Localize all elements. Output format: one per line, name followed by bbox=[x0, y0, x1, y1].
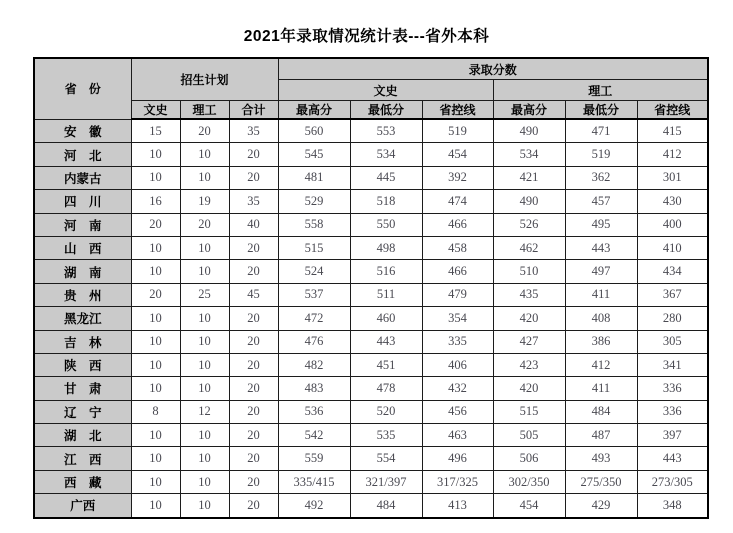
value-cell: 427 bbox=[493, 330, 565, 353]
province-cell: 山 西 bbox=[34, 236, 131, 259]
province-cell: 内蒙古 bbox=[34, 166, 131, 189]
value-cell: 20 bbox=[229, 260, 278, 283]
admissions-table bbox=[33, 57, 709, 519]
value-cell: 392 bbox=[422, 166, 493, 189]
value-cell: 445 bbox=[350, 166, 422, 189]
value-cell: 20 bbox=[229, 330, 278, 353]
value-cell: 415 bbox=[637, 119, 708, 143]
province-cell: 西 藏 bbox=[34, 470, 131, 493]
value-cell: 20 bbox=[229, 143, 278, 166]
header-plan-wenshi: 文史 bbox=[131, 101, 180, 120]
value-cell: 413 bbox=[422, 494, 493, 518]
header-score-group: 录取分数 bbox=[278, 58, 708, 80]
header-ligong-min: 最低分 bbox=[565, 101, 637, 120]
table-row bbox=[34, 119, 708, 143]
province-cell: 安 徽 bbox=[34, 119, 131, 143]
value-cell: 354 bbox=[422, 307, 493, 330]
value-cell: 362 bbox=[565, 166, 637, 189]
table-row bbox=[34, 377, 708, 400]
value-cell: 10 bbox=[131, 260, 180, 283]
value-cell: 16 bbox=[131, 190, 180, 213]
value-cell: 558 bbox=[278, 213, 350, 236]
value-cell: 10 bbox=[180, 377, 229, 400]
value-cell: 20 bbox=[180, 119, 229, 143]
value-cell: 10 bbox=[180, 330, 229, 353]
value-cell: 490 bbox=[493, 119, 565, 143]
value-cell: 410 bbox=[637, 236, 708, 259]
value-cell: 487 bbox=[565, 424, 637, 447]
value-cell: 341 bbox=[637, 353, 708, 376]
value-cell: 10 bbox=[131, 330, 180, 353]
value-cell: 12 bbox=[180, 400, 229, 423]
value-cell: 510 bbox=[493, 260, 565, 283]
admissions-table-container bbox=[33, 57, 709, 519]
header-score-subgroup-ligong: 理工 bbox=[493, 80, 708, 101]
province-cell: 贵 州 bbox=[34, 283, 131, 306]
value-cell: 537 bbox=[278, 283, 350, 306]
value-cell: 20 bbox=[229, 307, 278, 330]
value-cell: 19 bbox=[180, 190, 229, 213]
value-cell: 495 bbox=[565, 213, 637, 236]
value-cell: 20 bbox=[229, 424, 278, 447]
province-cell: 四 川 bbox=[34, 190, 131, 213]
province-cell: 黑龙江 bbox=[34, 307, 131, 330]
value-cell: 498 bbox=[350, 236, 422, 259]
value-cell: 420 bbox=[493, 307, 565, 330]
value-cell: 10 bbox=[131, 447, 180, 470]
value-cell: 10 bbox=[180, 143, 229, 166]
value-cell: 8 bbox=[131, 400, 180, 423]
table-row bbox=[34, 283, 708, 306]
value-cell: 535 bbox=[350, 424, 422, 447]
value-cell: 505 bbox=[493, 424, 565, 447]
value-cell: 519 bbox=[422, 119, 493, 143]
value-cell: 273/305 bbox=[637, 470, 708, 493]
value-cell: 524 bbox=[278, 260, 350, 283]
value-cell: 443 bbox=[565, 236, 637, 259]
value-cell: 443 bbox=[350, 330, 422, 353]
value-cell: 280 bbox=[637, 307, 708, 330]
value-cell: 479 bbox=[422, 283, 493, 306]
header-plan-group: 招生计划 bbox=[131, 58, 278, 101]
province-cell: 陕 西 bbox=[34, 353, 131, 376]
table-row bbox=[34, 260, 708, 283]
province-cell: 江 西 bbox=[34, 447, 131, 470]
header-province: 省 份 bbox=[34, 58, 131, 119]
table-row bbox=[34, 494, 708, 518]
value-cell: 434 bbox=[637, 260, 708, 283]
value-cell: 10 bbox=[131, 353, 180, 376]
value-cell: 15 bbox=[131, 119, 180, 143]
province-cell: 甘 肃 bbox=[34, 377, 131, 400]
value-cell: 460 bbox=[350, 307, 422, 330]
value-cell: 472 bbox=[278, 307, 350, 330]
value-cell: 10 bbox=[180, 353, 229, 376]
table-row bbox=[34, 470, 708, 493]
value-cell: 397 bbox=[637, 424, 708, 447]
value-cell: 421 bbox=[493, 166, 565, 189]
value-cell: 10 bbox=[131, 307, 180, 330]
value-cell: 10 bbox=[180, 447, 229, 470]
value-cell: 476 bbox=[278, 330, 350, 353]
table-row bbox=[34, 236, 708, 259]
value-cell: 10 bbox=[180, 166, 229, 189]
table-row bbox=[34, 400, 708, 423]
header-plan-ligong: 理工 bbox=[180, 101, 229, 120]
value-cell: 553 bbox=[350, 119, 422, 143]
value-cell: 348 bbox=[637, 494, 708, 518]
value-cell: 457 bbox=[565, 190, 637, 213]
value-cell: 20 bbox=[229, 166, 278, 189]
value-cell: 321/397 bbox=[350, 470, 422, 493]
value-cell: 20 bbox=[131, 213, 180, 236]
value-cell: 10 bbox=[180, 494, 229, 518]
value-cell: 20 bbox=[229, 447, 278, 470]
value-cell: 493 bbox=[565, 447, 637, 470]
value-cell: 462 bbox=[493, 236, 565, 259]
value-cell: 456 bbox=[422, 400, 493, 423]
value-cell: 515 bbox=[493, 400, 565, 423]
value-cell: 336 bbox=[637, 377, 708, 400]
value-cell: 406 bbox=[422, 353, 493, 376]
value-cell: 411 bbox=[565, 283, 637, 306]
value-cell: 490 bbox=[493, 190, 565, 213]
value-cell: 492 bbox=[278, 494, 350, 518]
value-cell: 20 bbox=[229, 353, 278, 376]
table-row bbox=[34, 143, 708, 166]
value-cell: 466 bbox=[422, 260, 493, 283]
value-cell: 335 bbox=[422, 330, 493, 353]
value-cell: 10 bbox=[131, 236, 180, 259]
header-plan-total: 合计 bbox=[229, 101, 278, 120]
table-header bbox=[34, 58, 708, 119]
header-score-subgroup-wenshi: 文史 bbox=[278, 80, 493, 101]
header-ligong-max: 最高分 bbox=[493, 101, 565, 120]
value-cell: 386 bbox=[565, 330, 637, 353]
value-cell: 443 bbox=[637, 447, 708, 470]
value-cell: 45 bbox=[229, 283, 278, 306]
value-cell: 474 bbox=[422, 190, 493, 213]
value-cell: 560 bbox=[278, 119, 350, 143]
value-cell: 10 bbox=[180, 470, 229, 493]
value-cell: 408 bbox=[565, 307, 637, 330]
value-cell: 506 bbox=[493, 447, 565, 470]
province-cell: 湖 南 bbox=[34, 260, 131, 283]
value-cell: 423 bbox=[493, 353, 565, 376]
value-cell: 367 bbox=[637, 283, 708, 306]
value-cell: 20 bbox=[229, 400, 278, 423]
value-cell: 466 bbox=[422, 213, 493, 236]
value-cell: 454 bbox=[493, 494, 565, 518]
province-cell: 广西 bbox=[34, 494, 131, 518]
value-cell: 10 bbox=[131, 166, 180, 189]
value-cell: 301 bbox=[637, 166, 708, 189]
table-row bbox=[34, 447, 708, 470]
value-cell: 10 bbox=[131, 377, 180, 400]
value-cell: 463 bbox=[422, 424, 493, 447]
header-wenshi-min: 最低分 bbox=[350, 101, 422, 120]
value-cell: 305 bbox=[637, 330, 708, 353]
value-cell: 484 bbox=[350, 494, 422, 518]
value-cell: 20 bbox=[229, 236, 278, 259]
value-cell: 519 bbox=[565, 143, 637, 166]
value-cell: 10 bbox=[131, 143, 180, 166]
value-cell: 20 bbox=[131, 283, 180, 306]
value-cell: 35 bbox=[229, 190, 278, 213]
value-cell: 484 bbox=[565, 400, 637, 423]
value-cell: 400 bbox=[637, 213, 708, 236]
value-cell: 20 bbox=[229, 470, 278, 493]
table-row bbox=[34, 424, 708, 447]
value-cell: 516 bbox=[350, 260, 422, 283]
table-body bbox=[34, 119, 708, 518]
value-cell: 550 bbox=[350, 213, 422, 236]
province-cell: 辽 宁 bbox=[34, 400, 131, 423]
value-cell: 483 bbox=[278, 377, 350, 400]
value-cell: 40 bbox=[229, 213, 278, 236]
value-cell: 471 bbox=[565, 119, 637, 143]
value-cell: 432 bbox=[422, 377, 493, 400]
value-cell: 529 bbox=[278, 190, 350, 213]
value-cell: 534 bbox=[350, 143, 422, 166]
value-cell: 10 bbox=[180, 424, 229, 447]
value-cell: 481 bbox=[278, 166, 350, 189]
province-cell: 河 北 bbox=[34, 143, 131, 166]
value-cell: 458 bbox=[422, 236, 493, 259]
value-cell: 302/350 bbox=[493, 470, 565, 493]
header-wenshi-max: 最高分 bbox=[278, 101, 350, 120]
value-cell: 10 bbox=[180, 260, 229, 283]
table-row bbox=[34, 307, 708, 330]
value-cell: 25 bbox=[180, 283, 229, 306]
value-cell: 10 bbox=[180, 307, 229, 330]
value-cell: 451 bbox=[350, 353, 422, 376]
value-cell: 20 bbox=[229, 377, 278, 400]
province-cell: 吉 林 bbox=[34, 330, 131, 353]
page-title: 2021年录取情况统计表---省外本科 bbox=[243, 28, 490, 45]
value-cell: 429 bbox=[565, 494, 637, 518]
value-cell: 10 bbox=[180, 236, 229, 259]
value-cell: 10 bbox=[131, 424, 180, 447]
header-wenshi-cutoff: 省控线 bbox=[422, 101, 493, 120]
table-row bbox=[34, 190, 708, 213]
value-cell: 412 bbox=[565, 353, 637, 376]
value-cell: 497 bbox=[565, 260, 637, 283]
value-cell: 335/415 bbox=[278, 470, 350, 493]
value-cell: 435 bbox=[493, 283, 565, 306]
value-cell: 559 bbox=[278, 447, 350, 470]
value-cell: 534 bbox=[493, 143, 565, 166]
table-row bbox=[34, 330, 708, 353]
value-cell: 336 bbox=[637, 400, 708, 423]
value-cell: 10 bbox=[131, 494, 180, 518]
value-cell: 536 bbox=[278, 400, 350, 423]
value-cell: 10 bbox=[131, 470, 180, 493]
value-cell: 412 bbox=[637, 143, 708, 166]
value-cell: 554 bbox=[350, 447, 422, 470]
value-cell: 411 bbox=[565, 377, 637, 400]
value-cell: 520 bbox=[350, 400, 422, 423]
value-cell: 511 bbox=[350, 283, 422, 306]
table-row bbox=[34, 166, 708, 189]
value-cell: 454 bbox=[422, 143, 493, 166]
province-cell: 河 南 bbox=[34, 213, 131, 236]
value-cell: 317/325 bbox=[422, 470, 493, 493]
value-cell: 482 bbox=[278, 353, 350, 376]
province-cell: 湖 北 bbox=[34, 424, 131, 447]
table-row bbox=[34, 353, 708, 376]
table-row bbox=[34, 213, 708, 236]
value-cell: 420 bbox=[493, 377, 565, 400]
value-cell: 496 bbox=[422, 447, 493, 470]
value-cell: 20 bbox=[229, 494, 278, 518]
value-cell: 526 bbox=[493, 213, 565, 236]
value-cell: 478 bbox=[350, 377, 422, 400]
value-cell: 275/350 bbox=[565, 470, 637, 493]
value-cell: 430 bbox=[637, 190, 708, 213]
header-ligong-cutoff: 省控线 bbox=[637, 101, 708, 120]
value-cell: 20 bbox=[180, 213, 229, 236]
value-cell: 35 bbox=[229, 119, 278, 143]
value-cell: 515 bbox=[278, 236, 350, 259]
value-cell: 542 bbox=[278, 424, 350, 447]
value-cell: 518 bbox=[350, 190, 422, 213]
value-cell: 545 bbox=[278, 143, 350, 166]
